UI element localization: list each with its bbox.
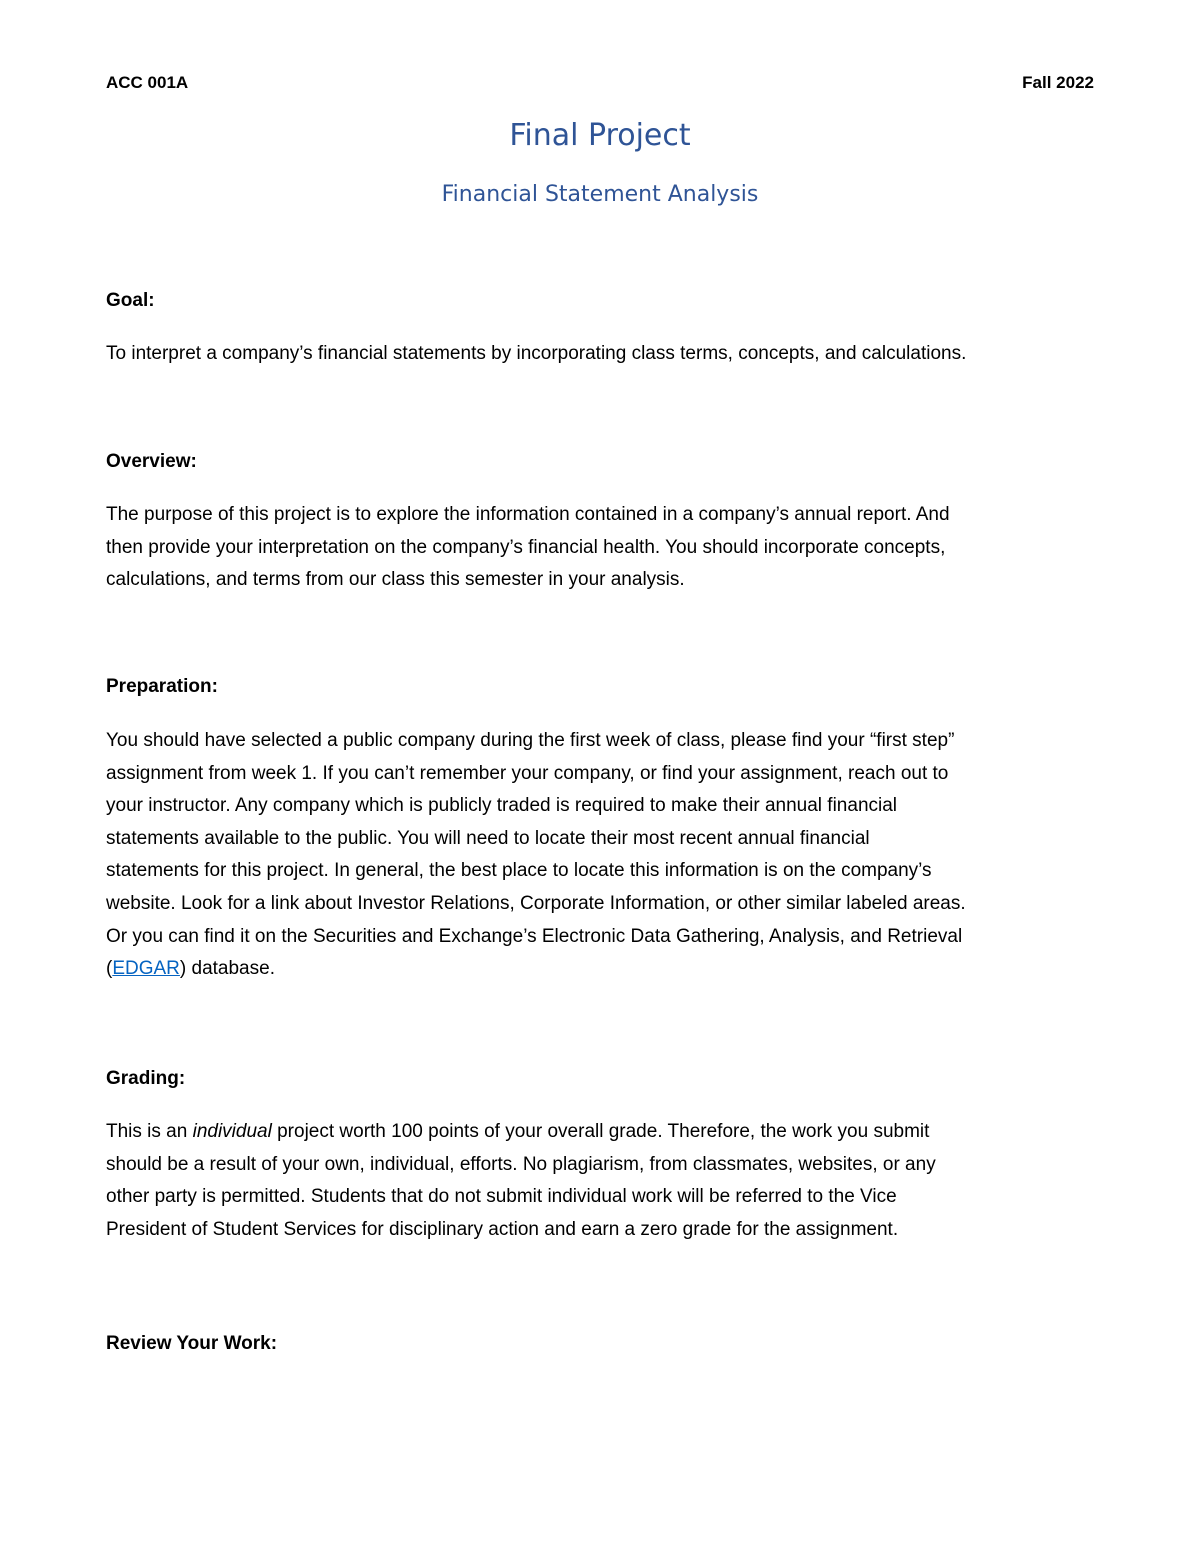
grading-line: President of Student Services for disciplinary action and earn a zero grade for the assignment. <box>106 1218 899 1240</box>
overview-line: The purpose of this project is to explore the information contained in a company’s annual report. And <box>106 504 950 525</box>
goal-heading: Goal: <box>106 290 155 311</box>
preparation-line: assignment from week 1. If you can’t remember your company, or find your assignment, reach out to <box>106 762 949 784</box>
edgar-link[interactable]: EDGAR <box>112 958 180 980</box>
database-text: ) database. <box>179 958 275 980</box>
paren-open: ( <box>106 958 113 980</box>
overview-line: calculations, and terms from our class this semester in your analysis. <box>106 569 685 591</box>
preparation-line: website. Look for a link about Investor Relations, Corporate Information, or other similar labeled areas. <box>106 892 966 914</box>
preparation-line: statements for this project. In general, the best place to locate this information is on the company’s <box>106 860 932 882</box>
preparation-line: You should have selected a public company during the first week of class, please find your “first step” <box>106 730 955 751</box>
grading-line1-post: project worth 100 points of your overall grade. Therefore, the work you submit <box>271 1121 930 1142</box>
preparation-paragraph <box>106 725 1106 986</box>
goal-text <box>106 338 1106 371</box>
term-label: Fall 2022 <box>1022 73 1094 92</box>
preparation-line: statements available to the public. You will need to locate their most recent annual financial <box>106 827 870 849</box>
grading-paragraph <box>106 1116 1106 1246</box>
grading-heading: Grading: <box>106 1068 186 1089</box>
preparation-line: Or you can find it on the Securities and Exchange’s Electronic Data Gathering, Analysis, and Retrieval <box>106 925 963 947</box>
goal-line: To interpret a company’s financial statements by incorporating class terms, concepts, and calculations. <box>106 343 967 364</box>
grading-line1-pre: This is an <box>106 1121 193 1142</box>
grading-line: should be a result of your own, individual, efforts. No plagiarism, from classmates, websites, or any <box>106 1153 936 1175</box>
grading-line <box>106 1116 1106 1149</box>
grading-line: other party is permitted. Students that do not submit individual work will be referred to the Vice <box>106 1186 897 1208</box>
preparation-heading: Preparation: <box>106 676 218 697</box>
document-title: Final Project <box>509 118 691 153</box>
course-code: ACC 001A <box>106 73 189 92</box>
document-subtitle: Financial Statement Analysis <box>441 182 759 207</box>
grading-emphasis: individual <box>192 1121 272 1142</box>
preparation-line: your instructor. Any company which is publicly traded is required to make their annual financial <box>106 795 898 817</box>
review-heading: Review Your Work: <box>106 1333 278 1354</box>
overview-line: then provide your interpretation on the company’s financial health. You should incorporate concepts, <box>106 536 946 558</box>
preparation-line-last <box>106 953 1106 986</box>
overview-paragraph <box>106 499 1106 597</box>
overview-heading: Overview: <box>106 451 197 472</box>
